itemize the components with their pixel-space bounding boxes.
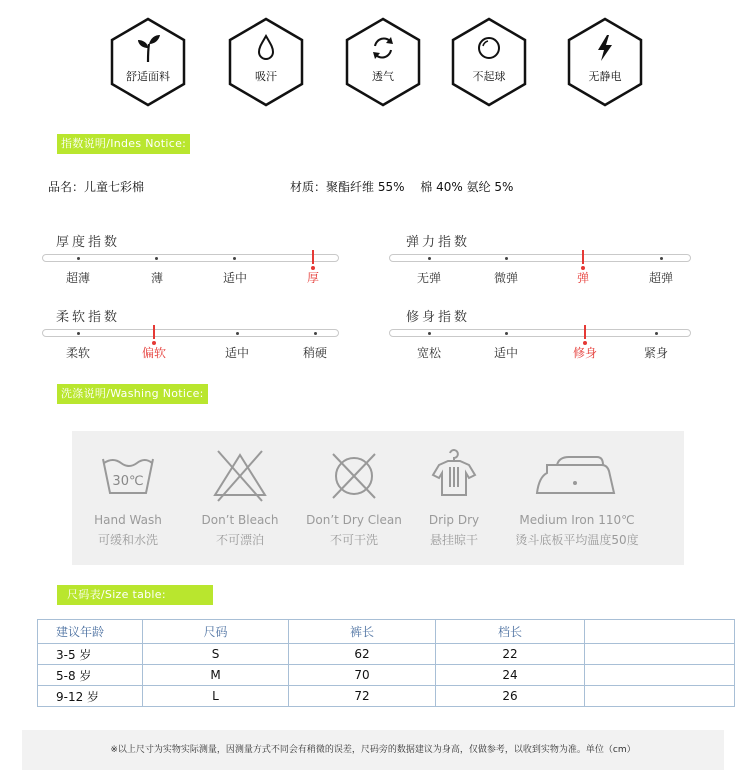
selected-marker [582, 250, 584, 264]
material: 材质：聚酯纤维 55% 棉 40% 氨纶 5% [290, 180, 514, 194]
cell-rise: 26 [436, 686, 585, 707]
footnote: ※以上尺寸为实物实际测量，因测量方式不同会有稍微的误差，尺码旁的数据建议为身高，仅做参考，以收到实物为准。单位（cm） [22, 730, 724, 770]
cell-rise: 24 [436, 665, 585, 686]
cell-pants-length: 62 [289, 644, 436, 665]
cell-rise: 22 [436, 644, 585, 665]
header-pants-length: 裤长 [289, 620, 436, 644]
selected-marker [584, 325, 586, 339]
feature-breathable [343, 16, 423, 108]
wash-label-en: Drip Dry [428, 513, 480, 527]
scale-dot [236, 332, 239, 335]
scale-label-selected: 厚 [306, 271, 319, 285]
feature-no-pilling [449, 16, 529, 108]
no-bleach-icon [205, 445, 275, 505]
table-header-row [38, 620, 735, 644]
scale-dot [233, 257, 236, 260]
header-age: 建议年龄 [38, 620, 143, 644]
product-name: 品名：儿童七彩棉 [48, 180, 145, 194]
scale-label: 稍硬 [302, 346, 327, 360]
table-row [38, 665, 735, 686]
cell-size: M [143, 665, 289, 686]
scale-dot [428, 257, 431, 260]
wash-item-drip-dry [399, 439, 509, 559]
index-notice-tag: 指数说明/Indes Notice: [57, 134, 190, 154]
wash-tub-icon [93, 445, 163, 505]
cell-age: 5-8 岁 [38, 665, 143, 686]
wash-label-en: Don’t Dry Clean [306, 513, 402, 527]
table-row [38, 686, 735, 707]
wash-label-en: Hand Wash [94, 513, 162, 527]
wash-item-medium-iron [497, 439, 657, 559]
feature-anti-static [565, 16, 645, 108]
cell-empty [585, 665, 735, 686]
scale-dot [505, 332, 508, 335]
cell-age: 3-5 岁 [38, 644, 143, 665]
scale-dot [655, 332, 658, 335]
feature-label: 吸汗 [255, 70, 277, 83]
scale-label: 微弹 [493, 271, 518, 285]
fit-index-title: 修身指数 [406, 310, 471, 325]
scale-dot [77, 257, 80, 260]
feature-label: 无静电 [588, 70, 622, 83]
feature-label: 舒适面料 [126, 70, 170, 83]
cell-pants-length: 70 [289, 665, 436, 686]
selected-marker [312, 250, 314, 264]
feature-label: 透气 [372, 70, 394, 83]
scale-label: 紧身 [643, 346, 668, 360]
scale-label-selected: 弹 [576, 271, 589, 285]
cell-size: L [143, 686, 289, 707]
washing-panel [72, 431, 684, 565]
scale-dot [505, 257, 508, 260]
thickness-index-title: 厚度指数 [56, 235, 121, 250]
table-row [38, 644, 735, 665]
wash-label-cn: 不可漂泊 [215, 533, 264, 547]
scale-label: 柔软 [65, 346, 90, 360]
cell-pants-length: 72 [289, 686, 436, 707]
wash-item-hand-wash [73, 439, 183, 559]
wash-label-en: Medium Iron 110℃ [519, 513, 635, 527]
scale-dot [77, 332, 80, 335]
feature-comfort [108, 16, 188, 108]
feature-label: 不起球 [472, 70, 506, 83]
softness-index-title: 柔软指数 [56, 310, 121, 325]
size-table-title: 尺码表/Size table: [67, 588, 166, 601]
scale-label: 适中 [224, 346, 249, 360]
wash-label-cn: 不可干洗 [329, 533, 378, 547]
iron-icon [517, 445, 637, 505]
scale-label: 无弹 [416, 271, 441, 285]
wash-temp: 30℃ [112, 474, 144, 489]
water-drop-icon [250, 32, 282, 64]
scale-label: 超弹 [648, 271, 673, 285]
no-dry-clean-icon [319, 445, 389, 505]
softness-index-track [42, 329, 339, 337]
header-size: 尺码 [143, 620, 289, 644]
elasticity-index-track [389, 254, 691, 262]
wash-label-cn: 可缓和水洗 [97, 533, 158, 547]
wash-label-en: Don’t Bleach [201, 513, 279, 527]
washing-notice-tag: 洗涤说明/Washing Notice: [57, 384, 208, 404]
scale-label: 适中 [493, 346, 518, 360]
size-table [37, 619, 735, 707]
hang-dry-icon [419, 445, 489, 505]
scale-label: 适中 [222, 271, 247, 285]
elasticity-index-title: 弹力指数 [406, 235, 471, 250]
cell-size: S [143, 644, 289, 665]
cell-age: 9-12 岁 [38, 686, 143, 707]
size-table-tag [57, 585, 213, 605]
wash-label-cn: 悬挂晾干 [429, 533, 478, 547]
wash-label-cn: 烫斗底板平均温度50度 [515, 533, 639, 547]
scale-label: 宽松 [416, 346, 441, 360]
cell-empty [585, 686, 735, 707]
header-rise: 档长 [436, 620, 585, 644]
scale-dot [660, 257, 663, 260]
cell-empty [585, 644, 735, 665]
fit-index-track [389, 329, 691, 337]
feature-sweat-absorb [226, 16, 306, 108]
scale-label-selected: 修身 [572, 346, 597, 360]
lightning-icon [589, 32, 621, 64]
scale-dot [428, 332, 431, 335]
sprout-icon [132, 32, 164, 64]
header-empty [585, 620, 735, 644]
recycle-arrows-icon [367, 32, 399, 64]
selected-marker [153, 325, 155, 339]
scale-label: 薄 [150, 271, 163, 285]
thickness-index-track [42, 254, 339, 262]
wash-item-no-bleach [185, 439, 295, 559]
wash-item-no-dry-clean [299, 439, 409, 559]
scale-label-selected: 偏软 [141, 346, 166, 360]
circle-icon [473, 32, 505, 64]
scale-dot [314, 332, 317, 335]
scale-label: 超薄 [65, 271, 90, 285]
scale-dot [155, 257, 158, 260]
